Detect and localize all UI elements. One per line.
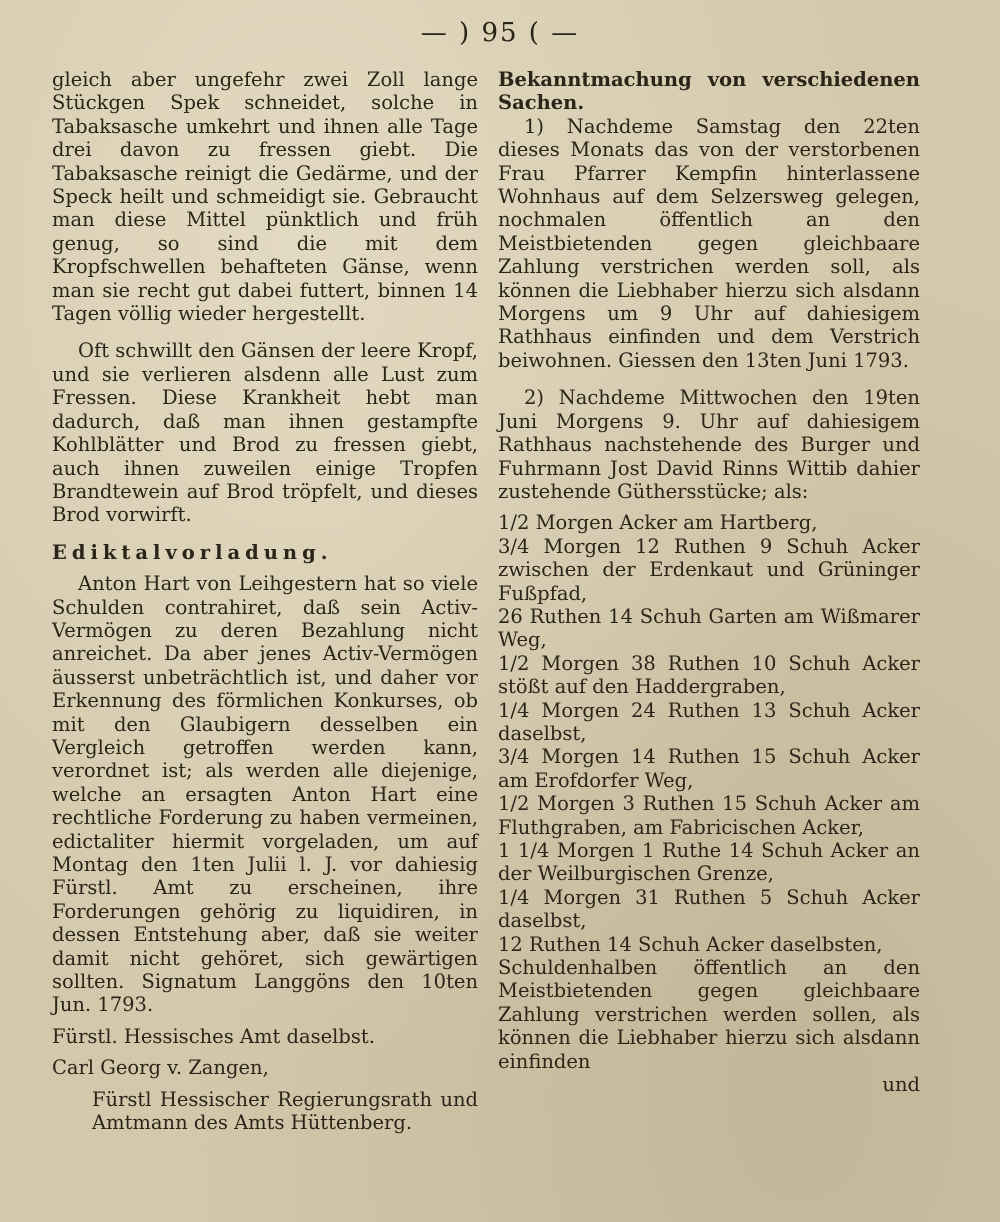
list-item: 1/2 Morgen 3 Ruthen 15 Schuh Acker am Fluthgraben, am Fabricischen Acker,: [498, 792, 920, 839]
paragraph-geese-remedy: gleich aber ungefehr zwei Zoll lange Stückgen Spek schneidet, solche in Tabaksasche umkehrt und ihnen alle Tage drei davon zu fressen giebt. Die Tabaksasche reinigt die Gedärme, und der Speck heilt und schmeidigt sie. Gebraucht man diese Mittel pünktlich und früh genug, so sind die mit dem Kropfschwellen behafteten Gänse, wenn man sie recht gut dabei futtert, binnen 14 Tagen völlig wieder hergestellt.: [52, 68, 478, 326]
paragraph-edictal-summons: Anton Hart von Leihgestern hat so viele Schulden contrahiret, daß sein Activ-Vermögen zu deren Bezahlung nicht anreichet. Da aber jenes Activ-Vermögen äusserst unbeträchtlich ist, und daher vor Erkennung des förmlichen Konkurses, ob mit den Glaubigern desselben ein Vergleich getroffen werden kann, verordnet ist; als werden alle diejenige, welche an ersagten Anton Hart eine rechtliche Forderung zu haben vermeinen, edictaliter hiermit vorgeladen, um auf Montag den 1ten Julii l. J. vor dahiesig Fürstl. Amt zu erscheinen, ihre Forderungen gehörig zu liquidiren, in dessen Entstehung aber, daß sie weiter damit nicht gehöret, sich gewärtigen sollten. Signatum Langgöns den 10ten Jun. 1793.: [52, 572, 478, 1017]
list-item: 26 Ruthen 14 Schuh Garten am Wißmarer Weg,: [498, 604, 920, 652]
right-column: [498, 68, 920, 1096]
list-item: 1 1/4 Morgen 1 Ruthe 14 Schuh Acker an der Weilburgischen Grenze,: [498, 839, 920, 886]
list-item: 1/2 Morgen 38 Ruthen 10 Schuh Acker stößt auf den Haddergraben,: [498, 651, 920, 699]
heading-ediktalvorladung: Ediktalvorladung.: [52, 540, 333, 564]
signature-office: Fürstl. Hessisches Amt daselbst.: [52, 1024, 375, 1048]
signature-title: Fürstl Hessischer Regierungsrath und Amtmann des Amts Hüttenberg.: [92, 1087, 478, 1135]
paragraph-goose-crop: Oft schwillt den Gänsen der leere Kropf, und sie verlieren alsdenn alle Lust zum Fressen. Diese Krankheit hebt man dadurch, daß man ihnen gestampfte Kohlblätter und Brod zu fressen giebt, auch ihnen zuweilen einige Tropfen Brandtewein auf Brod tröpfelt, und dieses Brod vorwirft.: [52, 339, 478, 527]
page-header: — ) 95 ( —: [420, 18, 580, 48]
notice-land-auction: 2) Nachdeme Mittwochen den 19ten Juni Morgens 9. Uhr auf dahiesigem Rathhaus nachstehende des Burger und Fuhrmann Jost David Rinns Wittib dahier zustehende Güthersstücke; als:: [498, 386, 920, 503]
notice-house-auction: 1) Nachdeme Samstag den 22ten dieses Monats das von der verstorbenen Frau Pfarrer Kempfin hinterlassene Wohnhaus auf dem Selzersweg gelegen, nochmalen öffentlich an den Meistbietenden gegen gleichbaare Zahlung verstrichen werden soll, als können die Liebhaber hierzu sich alsdann Morgens um 9 Uhr auf dahiesigem Rathhaus einfinden und dem Verstrich beiwohnen. Giessen den 13ten Juni 1793.: [498, 114, 920, 372]
left-column: [52, 68, 478, 1134]
list-item: 1/2 Morgen Acker am Hartberg,: [498, 511, 818, 535]
signature-name: Carl Georg v. Zangen,: [52, 1056, 269, 1080]
list-item: 12 Ruthen 14 Schuh Acker daselbsten,: [498, 932, 883, 956]
heading-bekanntmachung: Bekanntmachung von verschiedenen Sachen.: [498, 68, 920, 115]
list-item: 1/4 Morgen 31 Ruthen 5 Schuh Acker daselbst,: [498, 885, 920, 933]
list-item: 3/4 Morgen 14 Ruthen 15 Schuh Acker am Erofdorfer Weg,: [498, 745, 920, 792]
list-item: 3/4 Morgen 12 Ruthen 9 Schuh Acker zwischen der Erdenkaut und Grüninger Fußpfad,: [498, 534, 920, 605]
catchword: und: [882, 1073, 920, 1097]
notice-land-auction-continued: Schuldenhalben öffentlich an den Meistbietenden gegen gleichbaare Zahlung verstrichen werden sollen, als können die Liebhaber hierzu sich alsdann einfinden: [498, 956, 920, 1073]
list-item: 1/4 Morgen 24 Ruthen 13 Schuh Acker daselbst,: [498, 698, 920, 745]
